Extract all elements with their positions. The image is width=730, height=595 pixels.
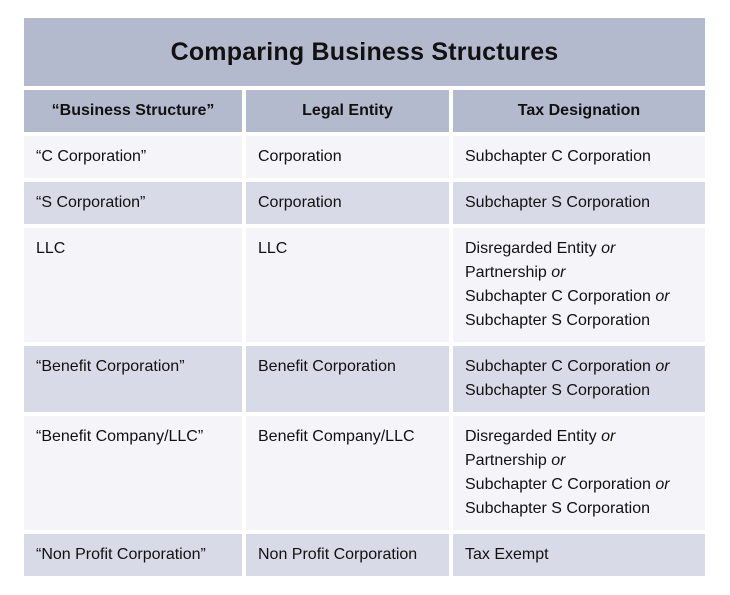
tax-designation-cell	[453, 182, 705, 224]
tax-option-text: Disregarded Entity	[465, 428, 597, 445]
tax-option-text: Subchapter C Corporation	[465, 358, 651, 375]
tax-designation-line	[465, 191, 693, 215]
tax-designation-line	[465, 237, 693, 261]
legal-entity-cell: Corporation	[246, 182, 449, 224]
tax-designation-line	[465, 355, 693, 379]
tax-designation-line	[465, 145, 693, 169]
or-conjunction: or	[551, 264, 566, 281]
table-grid	[24, 90, 705, 576]
tax-designation-cell	[453, 136, 705, 178]
tax-option-text: Subchapter C Corporation	[465, 288, 651, 305]
column-header-legal-entity: Legal Entity	[246, 90, 449, 132]
tax-option-text: Subchapter S Corporation	[465, 312, 650, 329]
legal-entity-cell: Corporation	[246, 136, 449, 178]
business-structure-cell: “Benefit Corporation”	[24, 346, 242, 412]
tax-option-text: Partnership	[465, 264, 547, 281]
tax-option-text: Subchapter S Corporation	[465, 194, 650, 211]
table-title: Comparing Business Structures	[24, 18, 705, 86]
column-header-business-structure: “Business Structure”	[24, 90, 242, 132]
tax-designation-cell	[453, 416, 705, 530]
tax-option-text: Partnership	[465, 452, 547, 469]
business-structure-cell: “Benefit Company/LLC”	[24, 416, 242, 530]
tax-designation-line	[465, 309, 693, 333]
tax-designation-line	[465, 497, 693, 521]
or-conjunction: or	[655, 476, 670, 493]
legal-entity-cell: LLC	[246, 228, 449, 342]
legal-entity-cell: Benefit Company/LLC	[246, 416, 449, 530]
or-conjunction: or	[601, 240, 616, 257]
tax-option-text: Subchapter S Corporation	[465, 500, 650, 517]
tax-option-text: Disregarded Entity	[465, 240, 597, 257]
or-conjunction: or	[601, 428, 616, 445]
tax-designation-line	[465, 449, 693, 473]
business-structure-cell: “S Corporation”	[24, 182, 242, 224]
or-conjunction: or	[655, 358, 670, 375]
business-structure-cell: “Non Profit Corporation”	[24, 534, 242, 576]
legal-entity-cell: Non Profit Corporation	[246, 534, 449, 576]
legal-entity-cell: Benefit Corporation	[246, 346, 449, 412]
tax-option-text: Subchapter C Corporation	[465, 148, 651, 165]
tax-designation-line	[465, 543, 693, 567]
tax-designation-cell	[453, 534, 705, 576]
column-header-tax-designation: Tax Designation	[453, 90, 705, 132]
tax-designation-line	[465, 261, 693, 285]
tax-option-text: Tax Exempt	[465, 546, 549, 563]
or-conjunction: or	[655, 288, 670, 305]
tax-option-text: Subchapter S Corporation	[465, 382, 650, 399]
tax-designation-cell	[453, 228, 705, 342]
tax-designation-line	[465, 379, 693, 403]
or-conjunction: or	[551, 452, 566, 469]
tax-designation-cell	[453, 346, 705, 412]
tax-designation-line	[465, 285, 693, 309]
tax-designation-line	[465, 425, 693, 449]
comparison-table	[24, 18, 705, 576]
business-structure-cell: LLC	[24, 228, 242, 342]
tax-designation-line	[465, 473, 693, 497]
business-structure-cell: “C Corporation”	[24, 136, 242, 178]
tax-option-text: Subchapter C Corporation	[465, 476, 651, 493]
